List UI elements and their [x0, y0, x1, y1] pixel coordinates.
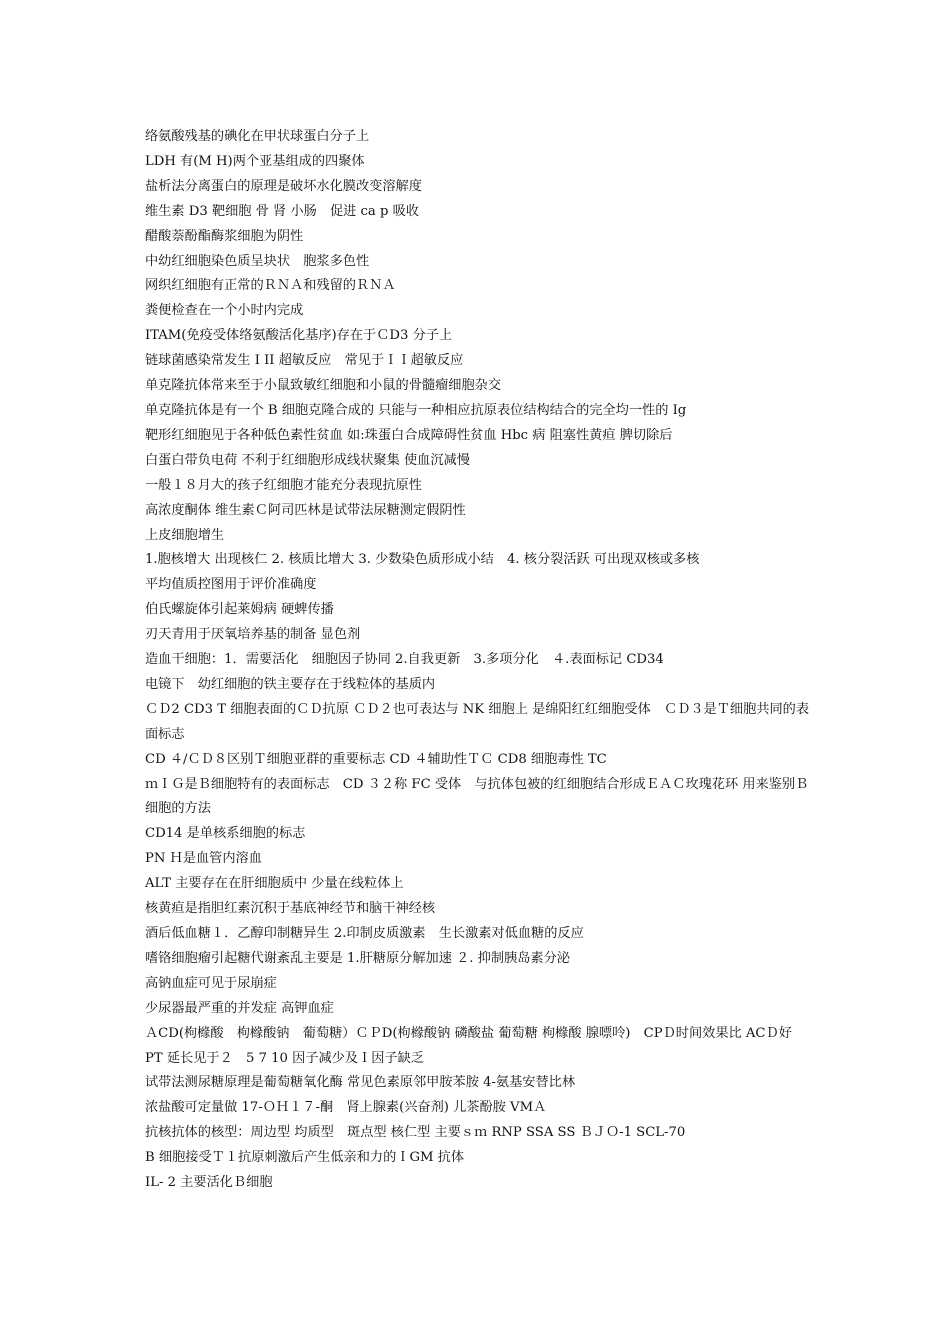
text-paragraph: ＡCD(枸橼酸 枸橼酸钠 葡萄糖）ＣＰD(枸橼酸钠 磷酸盐 葡萄糖 枸橼酸 腺嘌呤) CPＤ时间效果比 ACＤ好 — [145, 1025, 792, 1041]
text-line: 高钠血症可见于尿崩症 — [145, 975, 277, 991]
text-line: ALT 主要存在在肝细胞质中 少量在线粒体上 — [145, 876, 404, 892]
text-line: 链球菌感染常发生 I II 超敏反应 常见于ＩＩ超敏反应 — [145, 353, 464, 369]
text-line: 少尿器最严重的并发症 高钾血症 — [145, 1000, 334, 1016]
text-line: 单克隆抗体常来至于小鼠致敏红细胞和小鼠的骨髓瘤细胞杂交 — [145, 378, 502, 394]
text-line: 一般１８月大的孩子红细胞才能充分表现抗原性 — [145, 477, 422, 493]
text-line: CD14 是单核系细胞的标志 — [145, 826, 306, 842]
text-line: IL- 2 主要活化Ｂ细胞 — [145, 1175, 273, 1191]
text-line: 粪便检查在一个小时内完成 — [145, 303, 304, 319]
text-line: PN Ｈ是血管内溶血 — [145, 851, 262, 867]
text-line: 抗核抗体的核型：周边型 均质型 斑点型 核仁型 主要ｓｍ RNP SSA SS ＢＪＯ-1 SCL-70 — [145, 1125, 686, 1141]
text-paragraph: ＣＤ2 CD3 T 细胞表面的ＣＤ抗原 ＣＤ２也可表达与 NK 细胞上 是绵阳红红细胞受体 ＣＤ３是Ｔ细胞共同的表面标志 — [145, 701, 810, 742]
text-line: 中幼红细胞染色质呈块状 胞浆多色性 — [145, 253, 370, 269]
text-line: 白蛋白带负电荷 不利于红细胞形成线状聚集 使血沉减慢 — [145, 452, 470, 468]
text-line: 电镜下 幼红细胞的铁主要存在于线粒体的基质内 — [145, 676, 436, 692]
text-line: 络氨酸残基的碘化在甲状球蛋白分子上 — [145, 129, 370, 144]
text-line: 刃天青用于厌氧培养基的制备 显色剂 — [145, 627, 361, 643]
text-line: 平均值质控图用于评价准确度 — [145, 577, 317, 593]
text-line: B 细胞接受Ｔ１抗原刺激后产生低亲和力的ＩGM 抗体 — [145, 1150, 465, 1166]
text-line: 高浓度酮体 维生素Ｃ阿司匹林是试带法尿糖测定假阴性 — [145, 502, 466, 518]
text-line: 单克隆抗体是有一个 B 细胞克隆合成的 只能与一种相应抗原表位结构结合的完全均一性的 Ig — [145, 402, 687, 418]
text-line: 试带法测尿糖原理是葡萄糖氧化酶 常见色素原邻甲胺苯胺 4-氨基安替比林 — [145, 1075, 576, 1091]
section-heading: 上皮细胞增生 — [145, 527, 225, 543]
text-paragraph: ｍＩＧ是Ｂ细胞特有的表面标志 CD ３２称 FC 受体 与抗体包被的红细胞结合形成ＥＡＣ玫瑰花环 用来鉴别Ｂ细胞的方法 — [145, 776, 809, 817]
text-line: 核黄疸是指胆红素沉积于基底神经节和脑干神经核 — [145, 901, 436, 917]
text-line: 盐析法分离蛋白的原理是破坏水化膜改变溶解度 — [145, 178, 422, 194]
text-line: 1.胞核增大 出现核仁 2. 核质比增大 3. 少数染色质形成小结 4. 核分裂活跃 可出现双核或多核 — [145, 552, 700, 568]
text-line: PT 延长见于２ 5 7 10 因子减少及Ｉ因子缺乏 — [145, 1050, 424, 1066]
text-line: 醋酸萘酚酯酶浆细胞为阴性 — [145, 228, 304, 244]
text-line: 造血干细胞：1．需要活化 细胞因子协同 2.自我更新 3.多项分化 ４.表面标记 CD34 — [145, 652, 664, 668]
text-line: 酒后低血糖１．乙醇印制糖异生 2.印制皮质激素 生长激素对低血糖的反应 — [145, 926, 584, 941]
text-line: 靶形红细胞见于各种低色素性贫血 如:珠蛋白合成障碍性贫血 Hbc 病 阻塞性黄疸 脾切除后 — [145, 427, 673, 443]
text-line: 伯氏螺旋体引起莱姆病 硬蜱传播 — [145, 602, 334, 618]
text-line: 网织红细胞有正常的ＲＮＡ和残留的ＲＮＡ — [145, 278, 396, 294]
text-line: 浓盐酸可定量做 17-ＯＨ１７-酮 肾上腺素(兴奋剂) 儿茶酚胺 VMＡ — [145, 1100, 547, 1116]
text-line: LDH 有(M H)两个亚基组成的四聚体 — [145, 153, 365, 169]
document-body — [145, 125, 810, 1196]
text-line: CD ４/ＣＤ８区别Ｔ细胞亚群的重要标志 CD ４辅助性ＴＣ CD8 细胞毒性 TC — [145, 751, 607, 767]
text-line: ITAM(免疫受体络氨酸活化基序)存在于ＣD3 分子上 — [145, 328, 453, 344]
text-line: 维生素 D3 靶细胞 骨 肾 小肠 促进 ca p 吸收 — [145, 203, 419, 219]
text-line: 嗜铬细胞瘤引起糖代谢紊乱主要是 1.肝糖原分解加速 ２. 抑制胰岛素分泌 — [145, 950, 570, 966]
